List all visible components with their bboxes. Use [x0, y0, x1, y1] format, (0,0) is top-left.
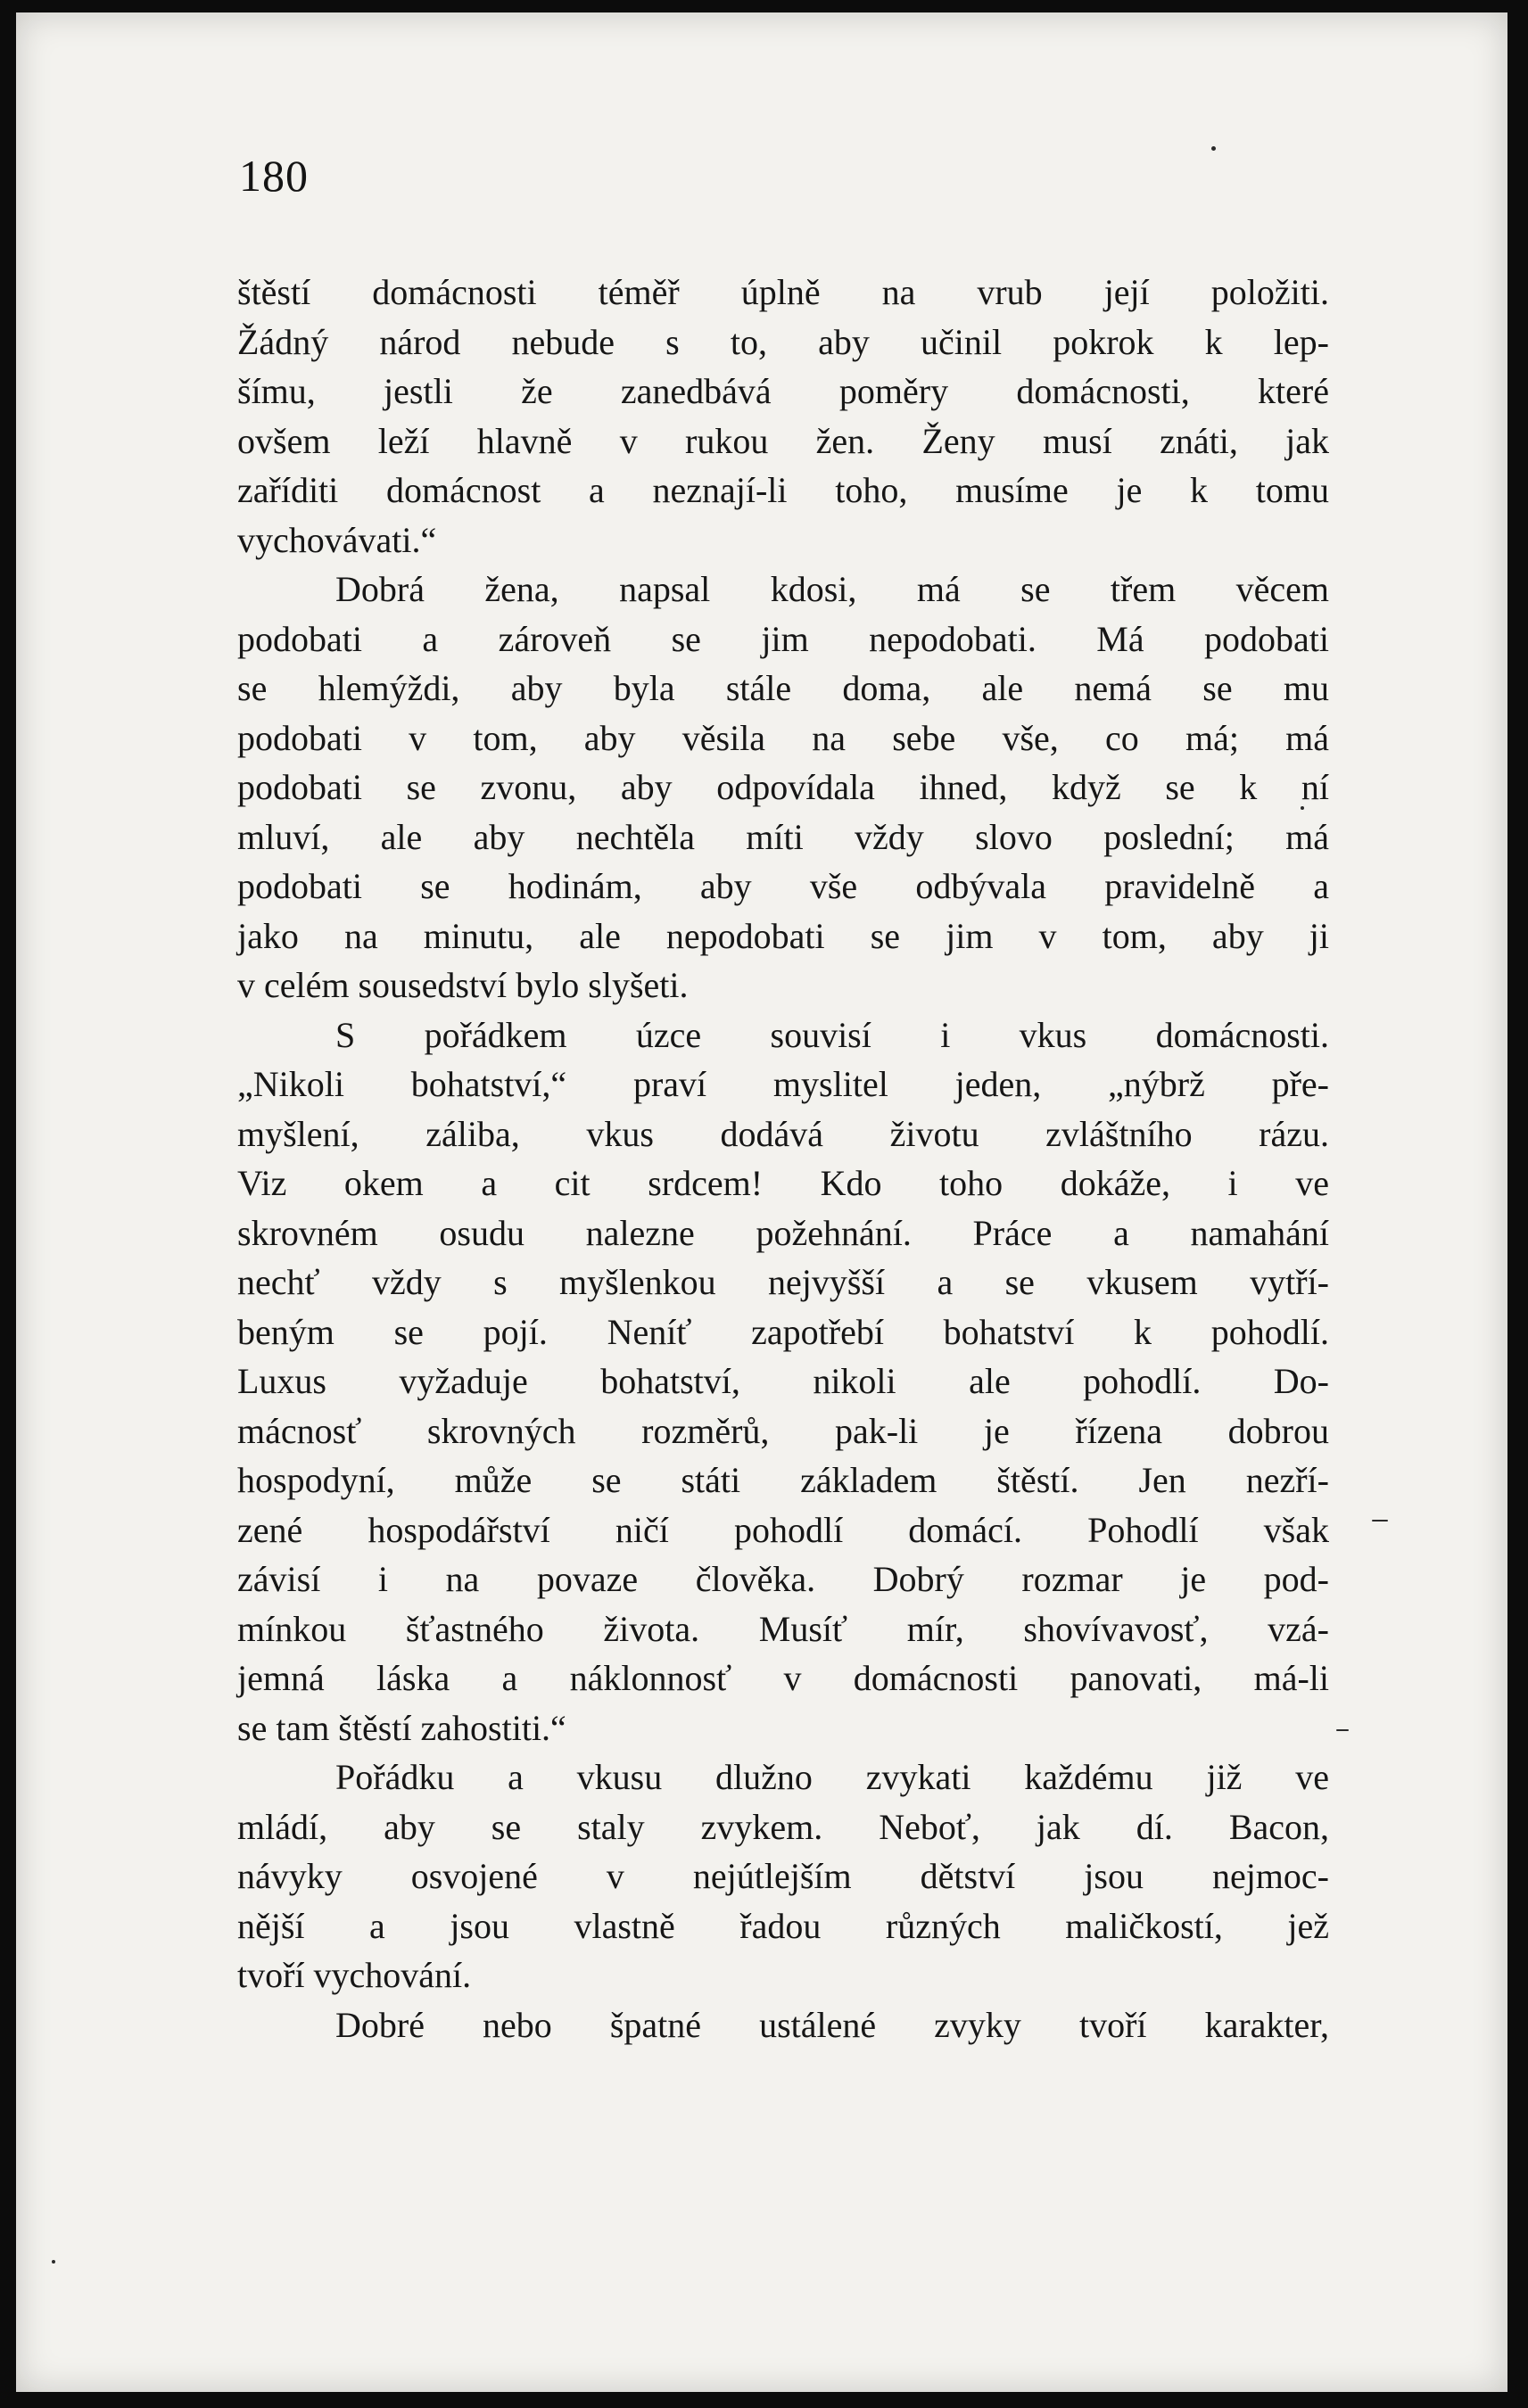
text-line: myšlení, záliba, vkus dodává životu zvláštního rázu.	[237, 1113, 1329, 1154]
text-line: v celém sousedství bylo slyšeti.	[237, 965, 689, 1005]
text-line: skrovném osudu nalezne požehnání. Práce a namahání	[237, 1212, 1329, 1253]
text-line: podobati a zároveň se jim nepodobati. Má podobati	[237, 618, 1329, 659]
paper-speck	[1211, 146, 1216, 151]
text-line: mládí, aby se staly zvykem. Neboť, jak dí. Bacon,	[237, 1806, 1329, 1847]
text-line: Luxus vyžaduje bohatství, nikoli ale pohodlí. Do-	[237, 1361, 1329, 1401]
paper-speck	[1372, 1520, 1388, 1521]
text-line: jemná láska a náklonnosť v domácnosti panovati, má-li	[237, 1658, 1329, 1698]
text-line: závisí i na povaze člověka. Dobrý rozmar je pod-	[237, 1559, 1329, 1599]
text-line: mácnosť skrovných rozměrů, pak-li je řízena dobrou	[237, 1410, 1329, 1451]
text-line: podobati v tom, aby věsila na sebe vše, co má; má	[237, 717, 1329, 758]
text-line: podobati se zvonu, aby odpovídala ihned, když se k ní	[237, 767, 1329, 807]
text-line: zaříditi domácnost a neznají-li toho, musíme je k tomu	[237, 470, 1329, 510]
text-line: hospodyní, může se státi základem štěstí. Jen nezří-	[237, 1460, 1329, 1500]
text-line: šímu, jestli že zanedbává poměry domácnosti, které	[237, 371, 1329, 411]
text-line: vychovávati.“	[237, 519, 437, 560]
text-line: jako na minutu, ale nepodobati se jim v tom, aby ji	[237, 915, 1329, 956]
paragraph-start: S pořádkem úzce souvisí i vkus domácnosti.	[335, 1014, 1329, 1055]
text-line: Žádný národ nebude s to, aby učinil pokrok k lep-	[237, 321, 1329, 362]
text-line: tvoří vychování.	[237, 1955, 472, 1995]
page-text	[237, 268, 1329, 2049]
text-line: „Nikoli bohatství,“ praví myslitel jeden, „nýbrž pře-	[237, 1064, 1329, 1104]
text-line: se hlemýždi, aby byla stále doma, ale nemá se mu	[237, 668, 1329, 708]
text-line: podobati se hodinám, aby vše odbývala pravidelně a	[237, 866, 1329, 906]
text-line: ovšem leží hlavně v rukou žen. Ženy musí znáti, jak	[237, 420, 1329, 461]
text-line: nechť vždy s myšlenkou nejvyšší a se vkusem vytří-	[237, 1262, 1329, 1302]
text-line: návyky osvojené v nejútlejším dětství jsou nejmoc-	[237, 1856, 1329, 1896]
text-line: beným se pojí. Neníť zapotřebí bohatství k pohodlí.	[237, 1311, 1329, 1352]
text-line: zené hospodářství ničí pohodlí domácí. Pohodlí však	[237, 1509, 1329, 1550]
paper-speck	[52, 2260, 55, 2264]
paragraph-start: Pořádku a vkusu dlužno zvykati každému již ve	[335, 1757, 1329, 1797]
text-line: mluví, ale aby nechtěla míti vždy slovo poslední; má	[237, 816, 1329, 857]
page-number: 180	[239, 151, 309, 201]
text-line: mínkou šťastného života. Musíť mír, shovívavosť, vzá-	[237, 1608, 1329, 1649]
paragraph-start: Dobrá žena, napsal kdosi, má se třem věcem	[335, 569, 1329, 609]
text-line: se tam štěstí zahostiti.“	[237, 1707, 566, 1748]
paper-speck	[1336, 1729, 1349, 1731]
text-line: Viz okem a cit srdcem! Kdo toho dokáže, i ve	[237, 1163, 1329, 1203]
text-line: nější a jsou vlastně řadou různých maličkostí, jež	[237, 1905, 1329, 1946]
text-line: štěstí domácnosti téměř úplně na vrub její položiti.	[237, 272, 1329, 312]
paragraph-start: Dobré nebo špatné ustálené zvyky tvoří karakter,	[335, 2004, 1329, 2045]
